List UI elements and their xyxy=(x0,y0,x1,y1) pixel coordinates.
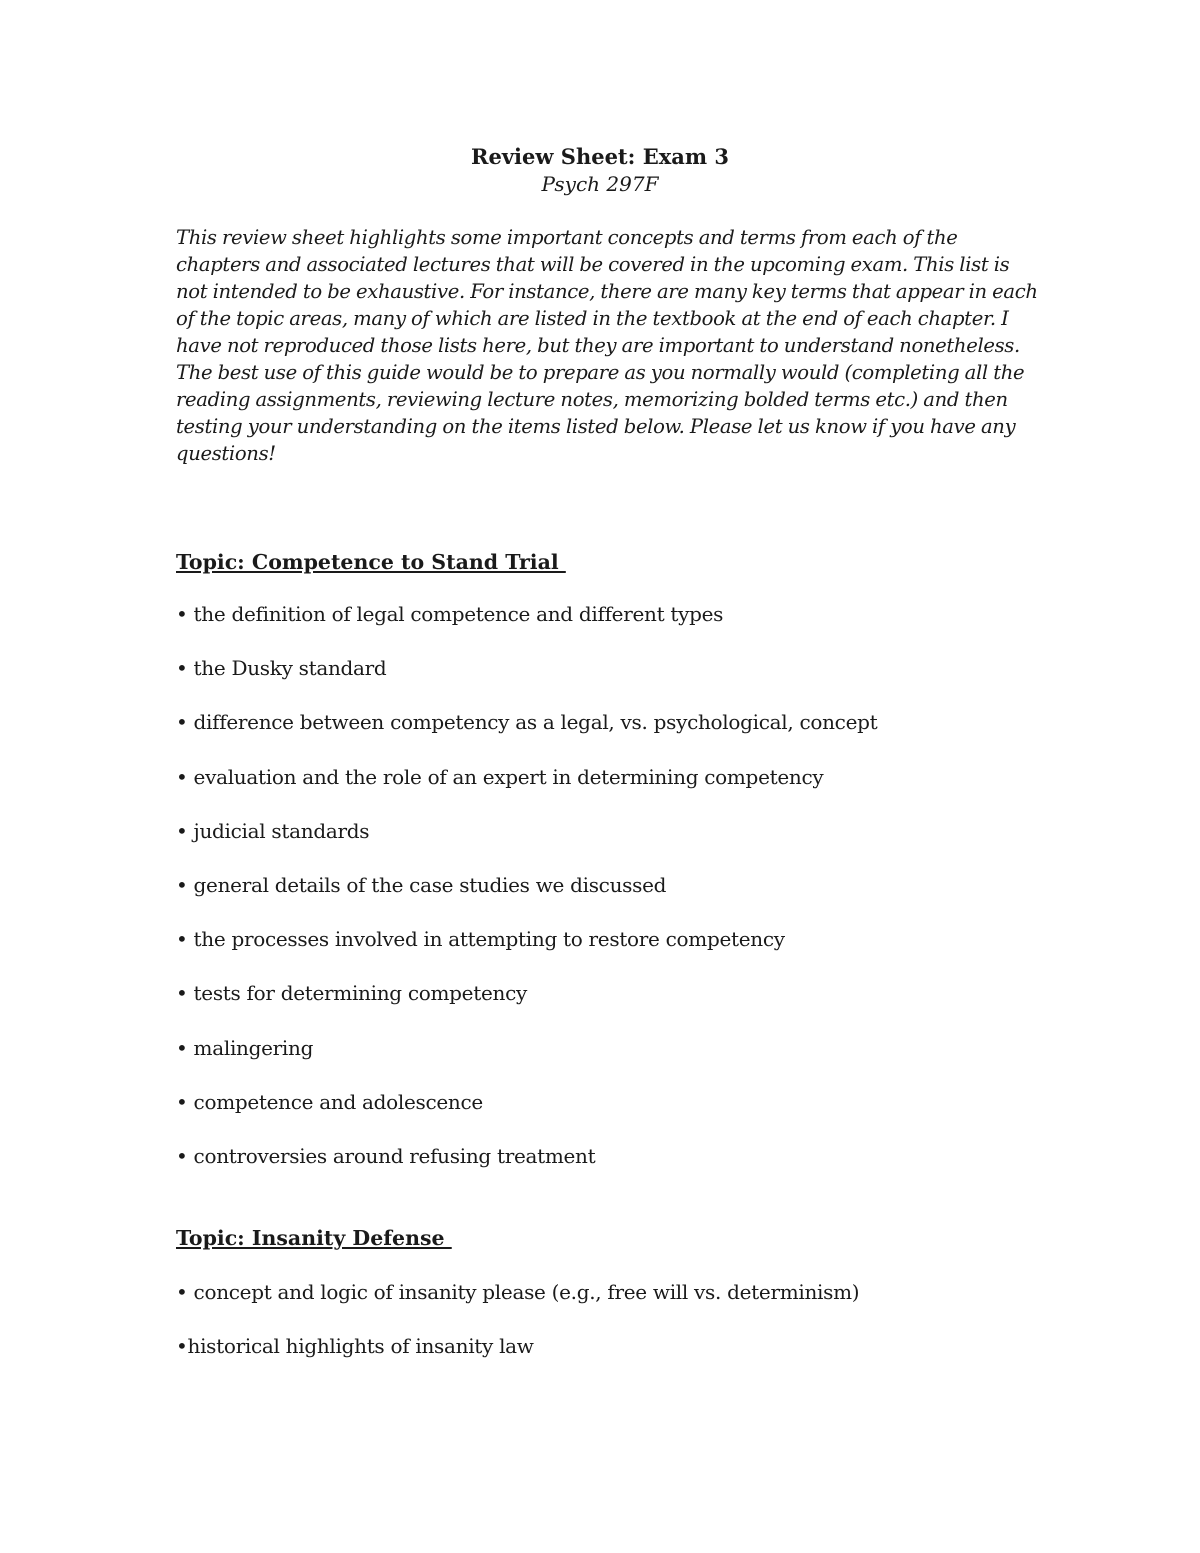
list-item: • evaluation and the role of an expert in determining competency xyxy=(176,764,824,789)
topic-heading-insanity: Topic: Insanity Defense xyxy=(176,1226,452,1250)
topic-list-insanity xyxy=(176,1279,859,1387)
course-subtitle: Psych 297F xyxy=(541,172,659,196)
list-item: • general details of the case studies we discussed xyxy=(176,872,667,897)
list-item: • tests for determining competency xyxy=(176,981,527,1006)
list-item: • the Dusky standard xyxy=(176,656,387,681)
page-title: Review Sheet: Exam 3 xyxy=(471,144,729,169)
list-item: •historical highlights of insanity law xyxy=(176,1334,534,1359)
topic-heading-competence: Topic: Competence to Stand Trial xyxy=(176,550,566,574)
list-item: • competence and adolescence xyxy=(176,1089,483,1114)
topic-list-competence xyxy=(176,601,877,1197)
list-item: • the definition of legal competence and different types xyxy=(176,602,724,626)
list-item: • the processes involved in attempting to restore competency xyxy=(176,927,785,952)
list-item: • controversies around refusing treatment xyxy=(176,1143,596,1168)
list-item: • malingering xyxy=(176,1035,314,1060)
intro-paragraph: This review sheet highlights some important concepts and terms from each of the chapters and associated lectures that will be covered in the upcoming exam. This list is not intended to be exhaustive. For instance, there are many key terms that appear in each of the topic areas, many of which are listed in the textbook at the end of each chapter. I have not reproduced those lists here, but they are important to understand nonetheless. The best use of this guide would be to prepare as you normally would (completing all the reading assignments, reviewing lecture notes, memorizing bolded terms etc.) and then testing your understanding on the items listed below. Please let us know if you have any questions! xyxy=(176,226,1038,465)
list-item: • judicial standards xyxy=(176,818,370,843)
list-item: • difference between competency as a legal, vs. psychological, concept xyxy=(176,710,878,735)
list-item: • concept and logic of insanity please (e.g., free will vs. determinism) xyxy=(176,1280,860,1304)
